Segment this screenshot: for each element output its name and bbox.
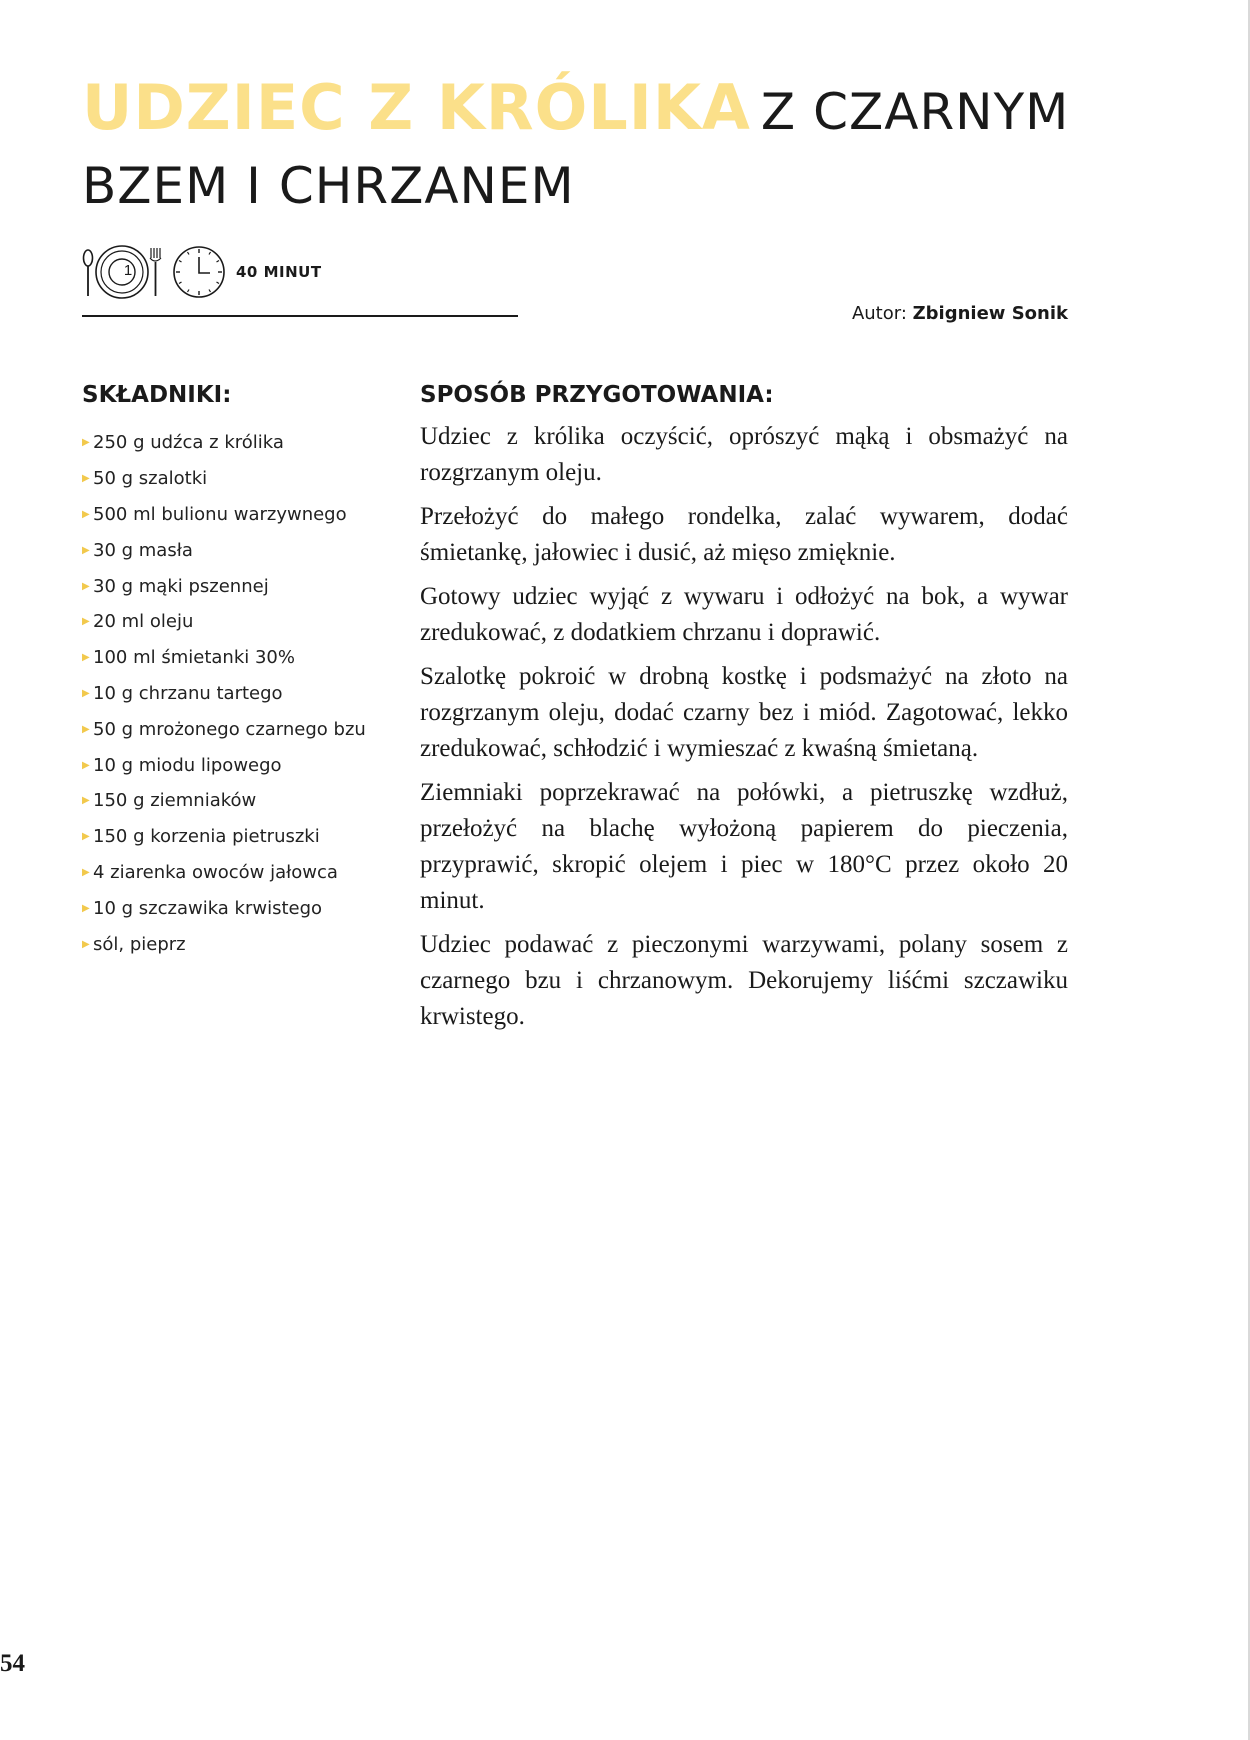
list-item: ▶ 30 g mąki pszennej xyxy=(82,575,269,597)
bullet-icon: ▶ xyxy=(82,902,90,914)
bullet-icon: ▶ xyxy=(82,795,90,807)
author-name: Zbigniew Sonik xyxy=(912,303,1068,324)
title-line2: BZEM I CHRZANEM xyxy=(82,157,575,215)
ingredients-heading: SKŁADNIKI: xyxy=(82,382,232,408)
bullet-icon: ▶ xyxy=(82,687,90,699)
method-step: Gotowy udziec wyjąć z wywaru i odłożyć na bok, a wywar zredukować, z dodatkiem chrzanu i doprawić. xyxy=(420,583,1068,646)
prep-time: 40 MINUT xyxy=(236,263,322,281)
list-item: ▶ 150 g korzenia pietruszki xyxy=(82,826,320,848)
bullet-icon: ▶ xyxy=(82,866,90,878)
list-item: ▶ 50 g mrożonego czarnego bzu xyxy=(82,718,366,740)
recipe-title xyxy=(82,72,1082,218)
bullet-icon: ▶ xyxy=(82,723,90,735)
list-item: ▶ 10 g chrzanu tartego xyxy=(82,682,283,704)
bullet-icon: ▶ xyxy=(82,580,90,592)
list-item: ▶ 10 g szczawika krwistego xyxy=(82,897,323,919)
method-heading: SPOSÓB PRZYGOTOWANIA: xyxy=(420,382,774,408)
title-highlight: UDZIEC Z KRÓLIKA xyxy=(82,71,751,144)
method-step: Udziec podawać z pieczonymi warzywami, polany sosem z czarnego bzu i chrzanowym. Dekorujemy liśćmi szczawiku krwistego. xyxy=(420,931,1068,1030)
page-number: 54 xyxy=(0,1650,25,1677)
recipe-meta xyxy=(82,244,322,300)
plate-cutlery-icon xyxy=(82,244,162,300)
bullet-icon: ▶ xyxy=(82,759,90,771)
bullet-icon: ▶ xyxy=(82,938,90,950)
list-item: ▶ 50 g szalotki xyxy=(82,468,208,490)
list-item: ▶ 4 ziarenka owoców jałowca xyxy=(82,861,338,883)
list-item: ▶ 250 g udźca z królika xyxy=(82,432,284,454)
clock-icon xyxy=(172,245,226,299)
bullet-icon: ▶ xyxy=(82,508,90,520)
author-line xyxy=(852,303,1068,324)
ingredients-list xyxy=(82,425,382,962)
list-item: ▶ sól, pieprz xyxy=(82,933,186,955)
method-step: Udziec z królika oczyścić, oprószyć mąką i obsmażyć na rozgrzanym oleju. xyxy=(420,423,1068,486)
list-item: ▶ 100 ml śmietanki 30% xyxy=(82,647,295,669)
method-step: Przełożyć do małego rondelka, zalać wywarem, dodać śmietankę, jałowiec i dusić, aż mięso zmięknie. xyxy=(420,503,1068,566)
title-rest: Z CZARNYM xyxy=(760,83,1070,141)
servings-count: 1 xyxy=(123,262,133,279)
author-label: Autor: xyxy=(851,303,913,324)
bullet-icon: ▶ xyxy=(82,652,90,664)
list-item: ▶ 30 g masła xyxy=(82,539,193,561)
bullet-icon: ▶ xyxy=(82,437,90,449)
bullet-icon: ▶ xyxy=(82,616,90,628)
list-item: ▶ 20 ml oleju xyxy=(82,611,194,633)
bullet-icon: ▶ xyxy=(82,473,90,485)
method-text xyxy=(420,419,1068,1043)
list-item: ▶ 150 g ziemniaków xyxy=(82,790,257,812)
method-step: Ziemniaki poprzekrawać na połówki, a pietruszkę wzdłuż, przełożyć na blachę wyłożoną papierem do pieczenia, przyprawić, skropić olejem i piec w 180°C przez około 20 minut. xyxy=(420,779,1068,914)
divider-rule xyxy=(82,315,518,317)
bullet-icon: ▶ xyxy=(82,831,90,843)
list-item: ▶ 10 g miodu lipowego xyxy=(82,754,282,776)
method-step: Szalotkę pokroić w drobną kostkę i podsmażyć na złoto na rozgrzanym oleju, dodać czarny bez i miód. Zagotować, lekko zredukować, schłodzić i wymieszać z kwaśną śmietaną. xyxy=(420,663,1068,762)
bullet-icon: ▶ xyxy=(82,544,90,556)
list-item: ▶ 500 ml bulionu warzywnego xyxy=(82,503,347,525)
